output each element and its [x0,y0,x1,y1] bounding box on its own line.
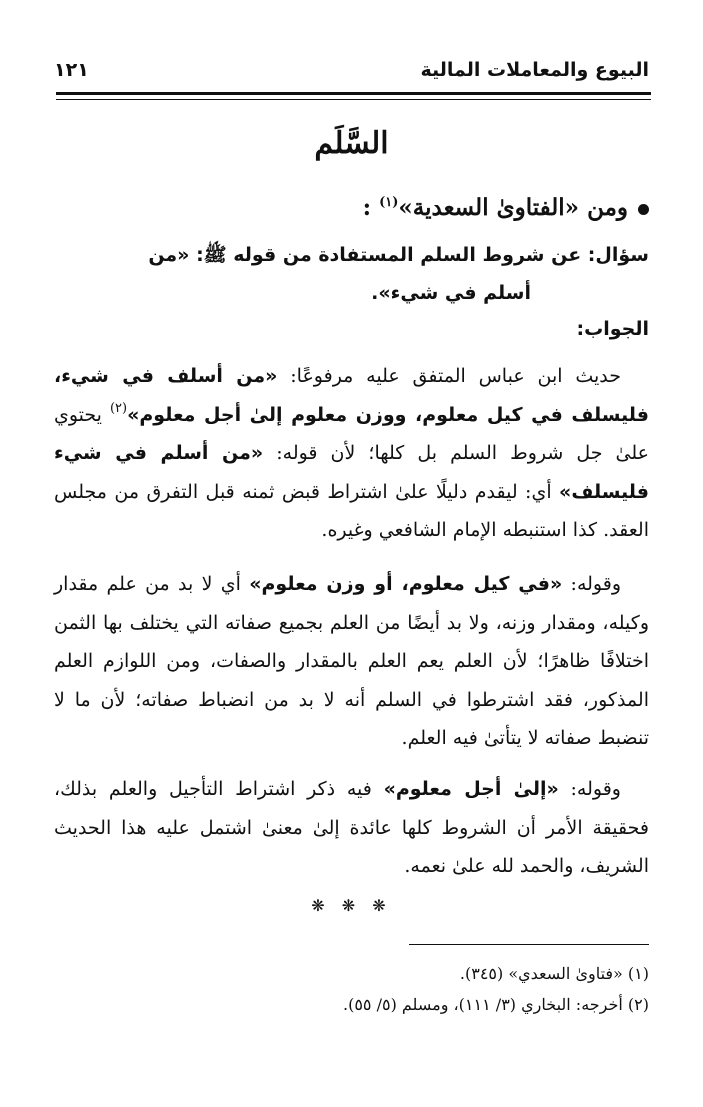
header-rule-thin [56,99,651,100]
p1-quote-2: «من أسلم في شيء فليسلف» [54,442,649,503]
p2-text-a: وقوله: [562,573,622,595]
footnote-ref-1: (١) [379,195,399,210]
p1-text-e: أي: ليقدم دليلًا علىٰ اشتراط قبض ثمنه قبل التفرق من مجلس العقد. كذا استنبطه الإمام الشافعي وغيره. [54,480,649,541]
p1-text-a: حديث ابن عباس المتفق عليه مرفوعًا: [277,365,622,387]
intro-text: ومن «الفتاوىٰ السعدية» [398,194,628,221]
p3-text-c: فيه ذكر اشتراط التأجيل والعلم بذلك، فحقيقة الأمر أن الشروط كلها عائدة إلىٰ معنىٰ اشتمل عليه هذا الحديث الشريف، والحمد لله علىٰ نعمه. [54,778,649,877]
page-number: ١٢١ [54,59,89,81]
p3-quote: «إلىٰ أجل معلوم» [383,778,559,800]
section-divider: ❋ ❋ ❋ [311,896,392,915]
question-line-1: سؤال: عن شروط السلم المستفادة من قوله ﷺ: «من [148,244,649,266]
p2-quote: «في كيل معلوم، أو وزن معلوم» [249,573,563,595]
intro-colon: : [362,194,372,221]
p3-text-a: وقوله: [558,778,621,800]
answer-label: الجواب: [576,318,649,340]
question [54,236,649,312]
footnote-2: (٢) أخرجه: البخاري (٣/ ١١١)، ومسلم (٥/ ٥٥). [342,995,649,1014]
question-line-2: أسلم في شيء». [371,282,531,304]
paragraph-1 [54,357,649,550]
footnotes [54,958,649,1020]
running-title: البيوع والمعاملات المالية [420,59,649,81]
footnote-1: (١) «فتاوىٰ السعدي» (٣٤٥). [459,964,649,983]
p2-text-c: أي لا بد من علم مقدار وكيله، ومقدار وزنه، ولا بد أيضًا من العلم بجميع صفاته التي يختلف بها الثمن اختلافًا ظاهرًا؛ لأن العلم يعم العلم بالمقدار والصفات، ومن اللوازم العلم المذكور، فقد اشترطوا في السلم أنه لا بد من انضباط صفاته؛ لأن ما لا تنضبط صفاته لا يتأتىٰ فيه العلم. [54,573,649,749]
bullet-icon [638,204,649,215]
paragraph-3 [54,770,649,886]
page-header [54,58,649,82]
paragraph-2 [54,565,649,758]
footnote-rule [409,944,649,945]
p1-text-c: يحتوي علىٰ جل شروط السلم بل كلها؛ لأن قوله: [54,403,649,464]
p1-hadith-quote: «من أسلف في شيء، فليسلف في كيل معلوم، ووزن معلوم إلىٰ أجل معلوم» [54,365,650,426]
section-title: السَّلَم [314,126,389,161]
header-rule-thick [56,92,651,95]
intro-line [54,190,649,226]
footnote-ref-2: (٢) [109,400,128,416]
